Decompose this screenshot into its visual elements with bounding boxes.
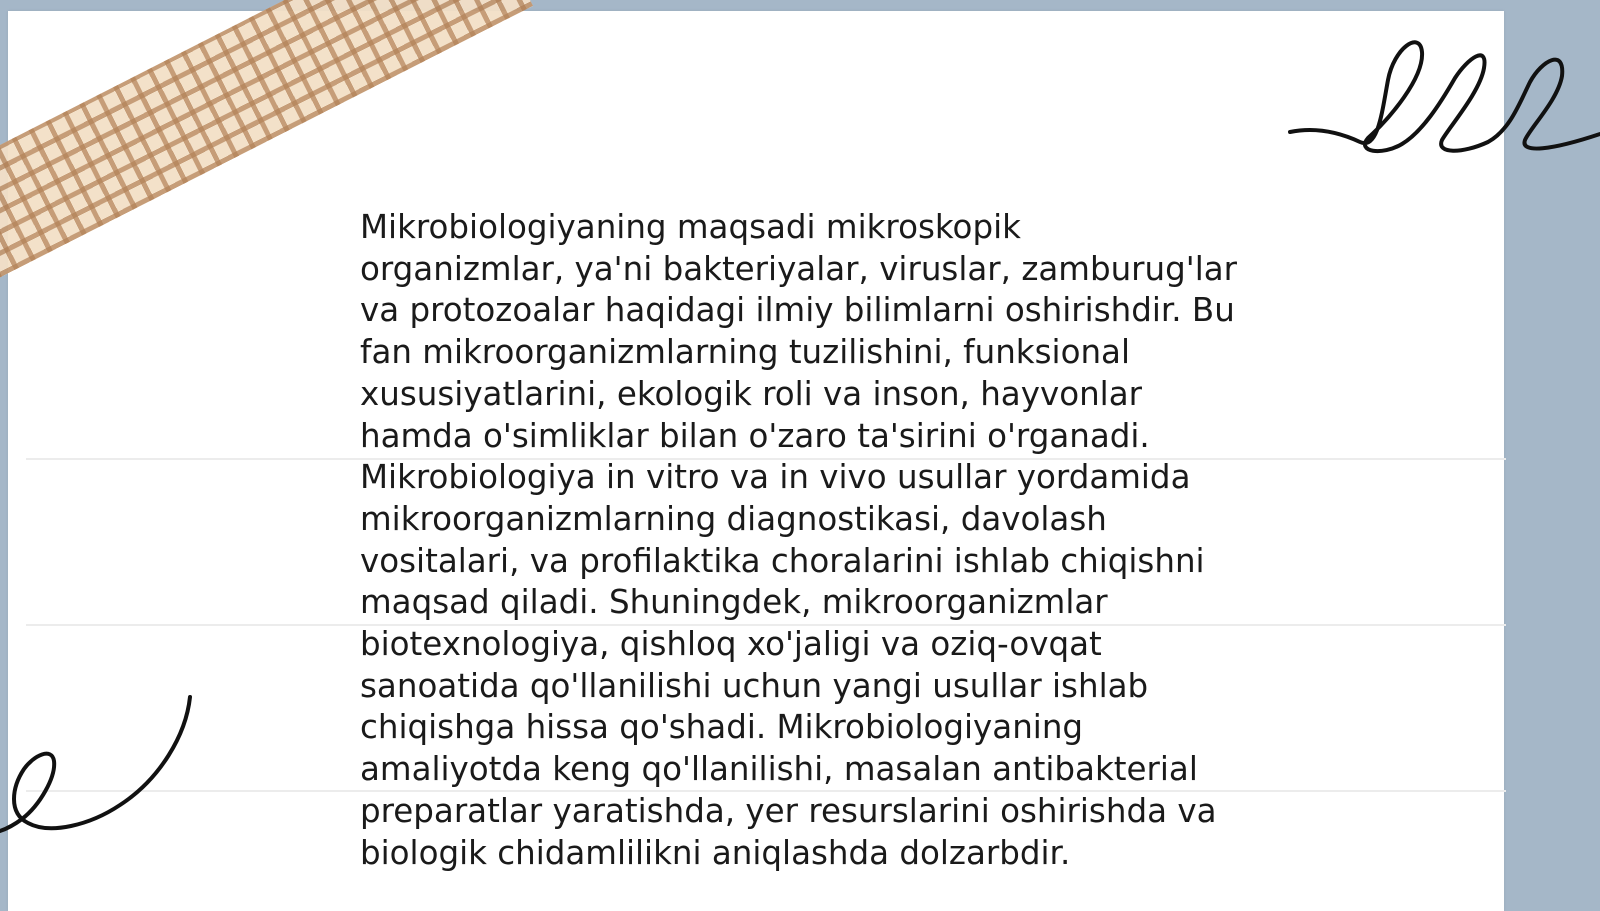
paragraph-line: organizmlar, ya'ni bakteriyalar, viruslar, zamburug'lar	[360, 249, 1238, 288]
top-right-swirl-icon	[1290, 30, 1600, 180]
paragraph-line: maqsad qiladi. Shuningdek, mikroorganizmlar	[360, 583, 1108, 622]
paragraph-line: amaliyotda keng qo'llanilishi, masalan antibakterial	[360, 750, 1198, 789]
paragraph-line: hamda o'simliklar bilan o'zaro ta'sirini o'rganadi.	[360, 416, 1150, 455]
paragraph-line: mikroorganizmlarning diagnostikasi, davolash	[360, 499, 1107, 538]
paragraph-line: Mikrobiologiya in vitro va in vivo usullar yordamida	[360, 458, 1191, 497]
paragraph-line: chiqishga hissa qo'shadi. Mikrobiologiyaning	[360, 708, 1084, 747]
paragraph-line: Mikrobiologiyaning maqsadi mikroskopik	[360, 208, 1021, 246]
paragraph-line: va protozoalar haqidagi ilmiy bilimlarni oshirishdir. Bu	[360, 291, 1235, 330]
paragraph-line: preparatlar yaratishda, yer resurslarini oshirishda va	[360, 791, 1217, 830]
paragraph-line: fan mikroorganizmlarning tuzilishini, funksional	[360, 333, 1131, 372]
bottom-left-swirl-icon	[0, 695, 200, 845]
paragraph-line: biologik chidamlilikni aniqlashda dolzarbdir.	[360, 833, 1071, 872]
paragraph-line: vositalari, va profilaktika choralarini ishlab chiqishni	[360, 541, 1205, 580]
body-paragraph	[360, 207, 1260, 874]
paragraph-line: biotexnologiya, qishloq xo'jaligi va oziq-ovqat	[360, 625, 1102, 664]
paragraph-line: sanoatida qo'llanilishi uchun yangi usullar ishlab	[360, 666, 1149, 705]
paragraph-line: xususiyatlarini, ekologik roli va inson, hayvonlar	[360, 374, 1142, 413]
